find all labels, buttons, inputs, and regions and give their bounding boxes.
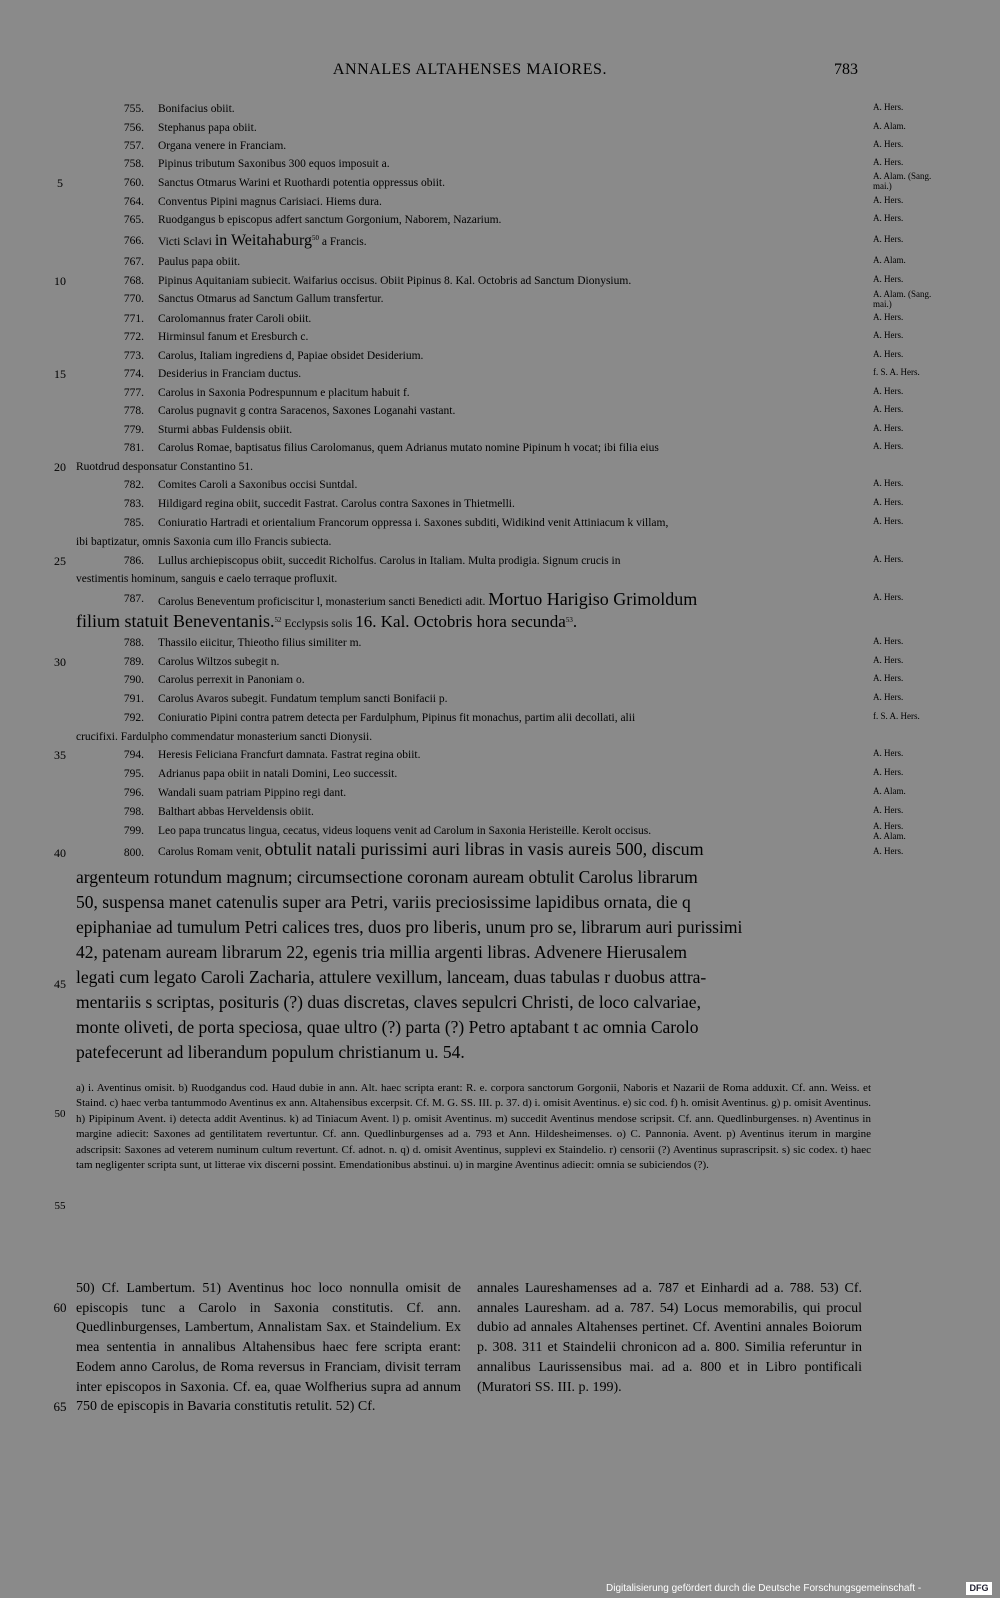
- annal-year: 766.: [123, 235, 144, 247]
- annal-text: Comites Caroli a Saxonibus occisi Suntdal.: [158, 479, 358, 491]
- annal-year: 760.: [123, 177, 144, 189]
- annal-text: Wandali suam patriam Pippino regi dant.: [158, 787, 347, 799]
- annal-year: 755.: [123, 103, 144, 115]
- annal-text: Hildigard regina obiit, succedit Fastrat. Carolus contra Saxones in Thietmelli.: [158, 498, 515, 510]
- annal-year: 778.: [123, 405, 144, 417]
- annal-year: 765.: [123, 214, 144, 226]
- annal-year: 795.: [123, 768, 144, 780]
- annal-text: Paulus papa obiit.: [158, 256, 241, 268]
- annal-year: 758.: [123, 158, 144, 170]
- annal-text: vestimentis hominum, sanguis e caelo terraque profluxit.: [76, 573, 338, 585]
- annal-text: Coniuratio Hartradi et orientalium Francorum oppressa i. Saxones subditi, Widikind venit Attiniacum k villam,: [158, 517, 669, 529]
- annal-text: Pipinus tributum Saxonibus 300 equos imposuit a.: [158, 158, 390, 170]
- annal-year: 792.: [123, 712, 144, 724]
- annal-text: Heresis Feliciana Francfurt damnata. Fastrat regina obiit.: [158, 749, 421, 761]
- text-small: Carolus Romam venit,: [158, 846, 262, 858]
- annal-year: 785.: [123, 517, 144, 529]
- text-large: filium statuit Beneventanis.: [76, 611, 275, 631]
- annal-text: Organa venere in Franciam.: [158, 140, 287, 152]
- annal-year: 767.: [123, 256, 144, 268]
- annal-year: 771.: [123, 313, 144, 325]
- text-small: Victi Sclavi: [158, 236, 212, 248]
- source-note: A. Hers.: [873, 441, 904, 451]
- text-line: legati cum legato Caroli Zacharia, attulere vexillum, lanceam, duas tabulas r duobus attra-: [76, 967, 707, 987]
- annal-year: 756.: [123, 122, 144, 134]
- annal-text: Carolus, Italiam ingrediens d, Papiae obsidet Desiderium.: [158, 350, 424, 362]
- running-title: ANNALES ALTAHENSES MAIORES.: [332, 61, 608, 78]
- source-note: A. Hers.: [873, 592, 904, 602]
- text-line: argenteum rotundum magnum; circumsectione coronam auream obtulit Carolus librarum: [76, 867, 698, 887]
- source-note: A. Hers.: [873, 497, 904, 507]
- annal-text: ibi baptizatur, omnis Saxonia cum illo Francis subiecta.: [76, 536, 332, 548]
- source-note: A. Hers.: [873, 846, 904, 856]
- source-note: A. Alam.: [873, 121, 906, 131]
- annal-year: 757.: [123, 140, 144, 152]
- source-note: A. Hers.: [873, 157, 904, 167]
- annal-year: 798.: [123, 806, 144, 818]
- source-note: A. Hers.: [873, 312, 904, 322]
- source-note: A. Hers.: [873, 274, 904, 284]
- annal-year: 779.: [123, 424, 144, 436]
- source-note: A. Hers.: [873, 234, 904, 244]
- annal-text: [158, 839, 704, 859]
- line-number: 35: [54, 748, 66, 762]
- line-number: 55: [54, 1200, 66, 1212]
- annal-text: Thassilo eiicitur, Thieotho filius similiter m.: [158, 637, 362, 649]
- digitization-credit: Digitalisierung gefördert durch die Deutsche Forschungsgemeinschaft -: [606, 1583, 922, 1594]
- annal-text: Ruodgangus b episcopus adfert sanctum Gorgonium, Naborem, Nazarium.: [158, 214, 502, 226]
- source-note: A. Hers.: [873, 767, 904, 777]
- annal-text: Ruotdrud desponsatur Constantino 51.: [76, 461, 253, 473]
- source-note: A. Hers.: [873, 748, 904, 758]
- annal-year: 781.: [123, 442, 144, 454]
- commentary-right-column: annales Laureshamenses ad a. 787 et Einhardi ad a. 788. 53) Cf. annales Lauresham. ad a. 787. 54) Locus memorabilis, qui procul dubio ad annales Altahenses pertinet. Cf. Aventini annales Boiorum p. 308. 311 et Staindelii chronicon ad a. 800. Similia referuntur in annalibus Laurissensibus mai. ad a. 800 et in Libro pontificali (Muratori SS. III. p. 199).: [477, 1281, 862, 1395]
- text-line: patefecerunt ad liberandum populum christianum u. 54.: [76, 1042, 465, 1062]
- annal-text: Desiderius in Franciam ductus.: [158, 368, 302, 380]
- text-line: epiphaniae ad tumulum Petri calices tres, duos pro liberis, unum pro se, librarum auri purissimi: [76, 917, 743, 937]
- annal-text: Balthart abbas Herveldensis obiit.: [158, 806, 314, 818]
- annal-text: crucifixi. Fardulpho commendatur monasterium sancti Dionysii.: [76, 731, 373, 743]
- annal-year: 788.: [123, 637, 144, 649]
- source-note: A. Hers.: [873, 554, 904, 564]
- annal-year: 783.: [123, 498, 144, 510]
- annal-text: [76, 611, 578, 631]
- line-number: 40: [54, 846, 66, 860]
- annal-text: Conventus Pipini magnus Carisiaci. Hiems dura.: [158, 196, 382, 208]
- line-number: 45: [54, 977, 66, 991]
- source-note: A. Hers.: [873, 692, 904, 702]
- source-note: A. Hers.: [873, 195, 904, 205]
- line-number: 65: [53, 1399, 67, 1414]
- text-line: 50, suspensa manet catenulis super ara Petri, variis preciosissime lapidibus ornata, die q: [76, 892, 691, 912]
- source-note: A. Hers.: [873, 673, 904, 683]
- dfg-logo: DFG: [966, 1582, 992, 1595]
- annal-text: Carolomannus frater Caroli obiit.: [158, 313, 312, 325]
- source-note: A. Hers.: [873, 139, 904, 149]
- source-note: A. Hers.: [873, 330, 904, 340]
- line-number: 30: [54, 655, 66, 669]
- annal-year: 786.: [123, 555, 144, 567]
- annal-text: Carolus Romae, baptisatus filius Carolomanus, quem Adrianus mutato nomine Pipinum h vocat; ibi filia eius: [158, 442, 659, 454]
- line-number: 20: [54, 460, 66, 474]
- annal-year: 772.: [123, 331, 144, 343]
- source-note: A. Alam.: [873, 255, 906, 265]
- note-ref: 53: [565, 616, 573, 625]
- annal-year: 770.: [123, 293, 144, 305]
- source-note: A. Hers. A. Alam.: [873, 821, 906, 841]
- source-note: f. S. A. Hers.: [873, 367, 920, 377]
- source-note: A. Alam.: [873, 786, 906, 796]
- line-number: 60: [53, 1300, 67, 1315]
- note-ref: 50: [312, 234, 320, 243]
- page-number: 783: [834, 61, 858, 78]
- text-large: obtulit natali purissimi auri libras in vasis aureis 500, discum: [264, 839, 704, 859]
- annal-year: 789.: [123, 656, 144, 668]
- annal-year: 799.: [123, 825, 144, 837]
- line-number: 15: [54, 367, 66, 381]
- source-note: A. Hers.: [873, 655, 904, 665]
- text-large: 16. Kal. Octobris hora secunda: [355, 612, 566, 631]
- annal-text: Carolus Avaros subegit. Fundatum templum sancti Bonifacii p.: [158, 693, 448, 705]
- source-note: A. Hers.: [873, 636, 904, 646]
- annal-year: 791.: [123, 693, 144, 705]
- text-small: a Francis.: [321, 236, 367, 248]
- line-number: 5: [57, 176, 63, 190]
- annal-text: Carolus Wiltzos subegit n.: [158, 656, 280, 668]
- source-note: A. Alam. (Sang. mai.): [873, 171, 932, 191]
- source-note: A. Hers.: [873, 478, 904, 488]
- source-note: f. S. A. Hers.: [873, 711, 920, 721]
- text-small: Ecclypsis solis: [284, 618, 353, 630]
- source-note: A. Hers.: [873, 404, 904, 414]
- text-large: in Weitahaburg: [214, 232, 313, 249]
- annal-text: Sturmi abbas Fuldensis obiit.: [158, 424, 293, 436]
- annal-text: [158, 589, 698, 609]
- text-large: Mortuo Harigiso Grimoldum: [488, 589, 698, 609]
- note-ref: 52: [274, 616, 282, 625]
- annal-text: Bonifacius obiit.: [158, 103, 235, 115]
- annal-text: Sanctus Otmarus Warini et Ruothardi potentia oppressus obiit.: [158, 177, 445, 189]
- text-line: mentariis s scriptas, posituris (?) duas discretas, claves sepulcri Christi, de loco calvariae,: [76, 992, 701, 1012]
- text-small: Carolus Beneventum proficiscitur l, monasterium sancti Benedicti adit.: [158, 596, 486, 608]
- annal-year: 794.: [123, 749, 144, 761]
- source-note: A. Hers.: [873, 516, 904, 526]
- source-note: A. Hers.: [873, 423, 904, 433]
- annal-text: Adrianus papa obiit in natali Domini, Leo successit.: [158, 768, 398, 780]
- annal-text: Hirminsul fanum et Eresburch c.: [158, 331, 309, 343]
- source-note: A. Hers.: [873, 805, 904, 815]
- annal-text: Coniuratio Pipini contra patrem detecta per Fardulphum, Pipinus fit monachus, partim alii decollati, alii: [158, 712, 636, 724]
- annal-text: Sanctus Otmarus ad Sanctum Gallum transfertur.: [158, 293, 384, 305]
- source-note: A. Hers.: [873, 386, 904, 396]
- annal-text: Carolus in Saxonia Podrespunnum e placitum habuit f.: [158, 387, 410, 399]
- annal-year: 773.: [123, 350, 144, 362]
- annal-text: Carolus pugnavit g contra Saracenos, Saxones Loganahi vastant.: [158, 405, 456, 417]
- annal-year: 782.: [123, 479, 144, 491]
- annal-text: [158, 234, 367, 249]
- annal-year: 790.: [123, 674, 144, 686]
- annal-year: 774.: [123, 368, 144, 380]
- text-large: .: [572, 612, 578, 631]
- annal-text: Pipinus Aquitaniam subiecit. Waifarius occisus. Obiit Pipinus 8. Kal. Octobris ad Sanctum Dionysium.: [158, 275, 632, 287]
- annal-year: 764.: [123, 196, 144, 208]
- line-number: 50: [54, 1108, 66, 1120]
- annal-text: Stephanus papa obiit.: [158, 122, 257, 134]
- line-number: 25: [54, 554, 66, 568]
- critical-apparatus: a) i. Aventinus omisit. b) Ruodgandus cod. Haud dubie in ann. Alt. haec scripta erant: R. e. corpora sanctorum Gorgonii, Naboris et Nazarii de Roma adduxit. Cf. ann. Weiss. et Staind. c) haec verba tantummodo Aventinus ex ann. Altahensibus excerpsit. Cf. M. G. SS. III. p. 37. d) i. omisit Aventinus. e) sic cod. f) h. omisit Aventinus. g) p. omisit Aventinus. h) Pipipinum Avent. i) detecta addit Aventinus. k) ad Tiniacum Avent. l) p. omisit Aventinus. m) succedit Aventinus mendose scripsit. Cf. ann. Quedlinburgenses. n) Aventinus in margine adiecit: Saxones ad gentilitatem revertuntur. Cf. ann. Quedlinburgenses ad a. 793 et Ann. Hildesheimenses. o) C. Pannonia. Avent. p) Aventinus iterum in margine adscripsit: Saxones ad veterem numinum cultum revertunt. Cf. adnot. n. q) d. omisit Aventinus, supplevi ex Staindelio. r) censorii (?) Aventinus suprascripsit. s) sic codex. t) haec tam negligenter scripta sunt, ut litterae vix discerni possint. Emendationibus abstinui. u) in margine Aventinus adiecit: omnia se subiciendos (?).: [76, 1082, 871, 1172]
- annal-year: 768.: [123, 275, 144, 287]
- source-note: A. Hers.: [873, 102, 904, 112]
- annal-year: 800.: [123, 847, 144, 859]
- annal-text: Carolus perrexit in Panoniam o.: [158, 674, 305, 686]
- text-line: 42, patenam auream librarum 22, egenis tria millia argenti libras. Advenere Hierusalem: [76, 942, 687, 962]
- annal-text: Leo papa truncatus lingua, cecatus, videus loquens venit ad Carolum in Saxonia Heristeille. Kerolt occisus.: [158, 825, 652, 837]
- line-number: 10: [54, 274, 66, 288]
- annal-year: 796.: [123, 787, 144, 799]
- text-line: monte oliveti, de porta speciosa, quae ultro (?) parta (?) Petro aptabant t ac omnia Carolo: [76, 1017, 699, 1037]
- source-note: A. Hers.: [873, 349, 904, 359]
- annal-800-text: [76, 865, 871, 1065]
- source-note: A. Alam. (Sang. mai.): [873, 289, 932, 309]
- annal-text: Lullus archiepiscopus obiit, succedit Richolfus. Carolus in Italiam. Multa prodigia. Signum crucis in: [158, 555, 621, 567]
- source-note: A. Hers.: [873, 213, 904, 223]
- annal-year: 787.: [123, 593, 144, 605]
- commentary-left-column: 50) Cf. Lambertum. 51) Aventinus hoc loco nonnulla omisit de episcopis tunc a Carolo in Saxonia constitutis. Cf. ann. Quedlinburgenses, Lambertum, Annalistam Sax. et Staindelium. Ex mea sententia in annalibus Altahensibus haec fere scripta erant: Eodem anno Carolus, de Roma reversus in Franciam, divisit terram inter episcopos in Saxonia. Cf. ea, quae Wolfherius supra ad annum 750 de episcopis in Bavaria constitutis retulit. 52) Cf.: [76, 1281, 461, 1415]
- annal-year: 777.: [123, 387, 144, 399]
